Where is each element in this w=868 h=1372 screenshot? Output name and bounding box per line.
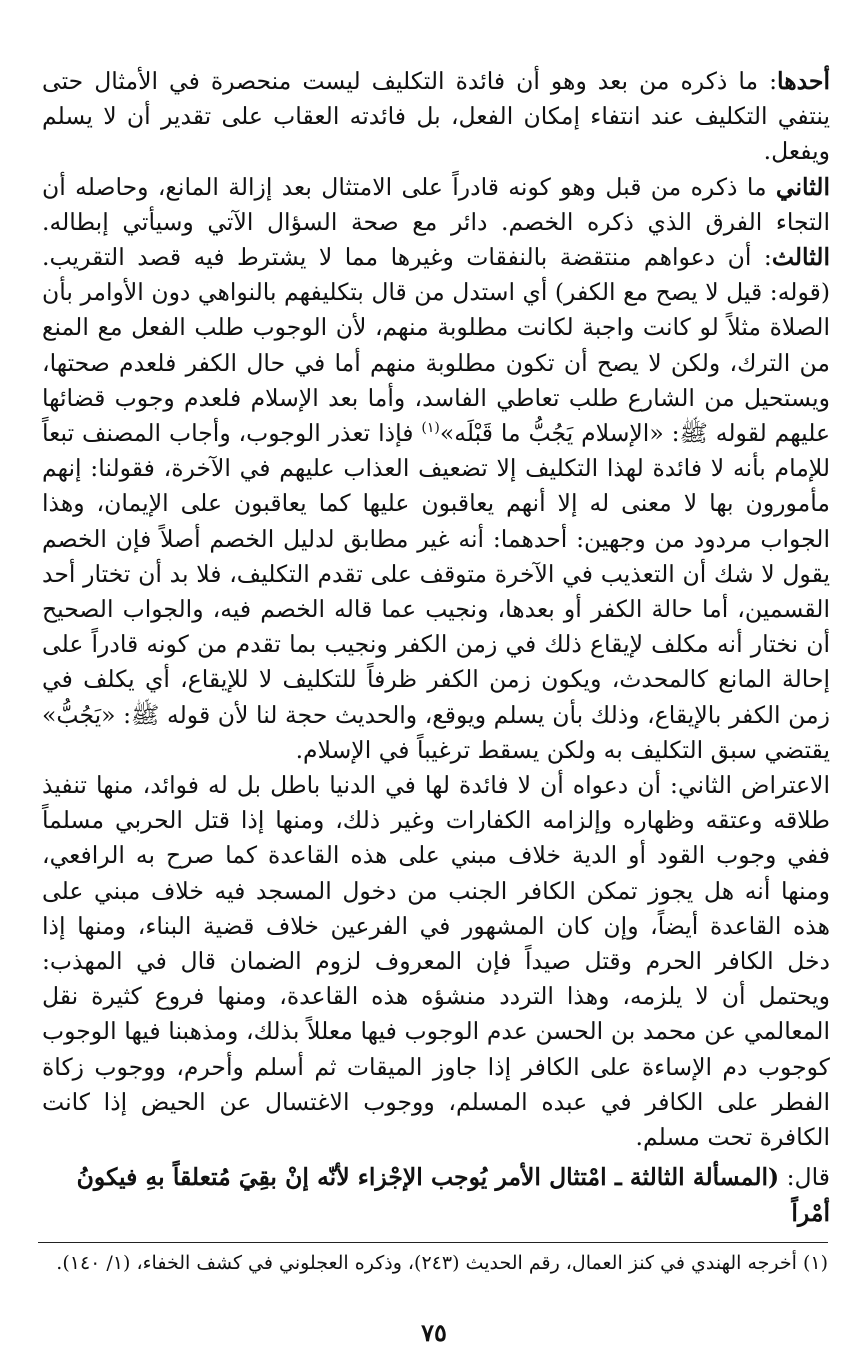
paragraph-objection: [42, 768, 830, 1155]
footnote-divider: [38, 1242, 828, 1243]
lead-third: الثالث: [771, 243, 830, 272]
lead-first: أحدها: [777, 67, 830, 95]
main-text: [42, 64, 830, 1155]
footnote-marker[interactable]: (١): [421, 420, 440, 437]
paragraph-second: [42, 170, 830, 768]
text-first: : ما ذكره من بعد وهو أن فائدة التكليف ليست منحصرة في الأمثال حتى ينتفي التكليف عند انتفاء إمكان الفعل، بل فائدته العقاب على تقدير أن لا يسلم ويفعل.: [42, 67, 830, 166]
footnote: (١) أخرجه الهندي في كنز العمال، رقم الحديث (٢٤٣)، وذكره العجلوني في كشف الخفاء، (١/ ١٤٠).: [56, 1252, 828, 1274]
text-third: : أن دعواهم منتقضة بالنفقات وغيرها مما لا يشترط فيه قصد التقريب. (قوله: قيل لا يصح مع الكفر) أي استدل من قال بتكليفهم بالنواهي دون الأوامر بأن الصلاة مثلاً لو كانت واجبة لكانت مطلوبة منهم، لأن الوجوب طلب الفعل مع المنع من الترك، ولكن لا يصح أن تكون مطلوبة منهم أما في حال الكفر فلعدم صحتها، ويستحيل من الشارع طلب تعاطي الفاسد، وأما بعد الإسلام فلعدم وجوب قضائها عليهم لقوله ﷺ: «الإسلام يَجُبُّ ما قَبْلَه»: [42, 243, 830, 448]
lead-second: الثاني: [775, 172, 830, 201]
text-objection: الاعتراض الثاني: أن دعواه أن لا فائدة لها في الدنيا باطل بل له فوائد، منها تنفيذ طلاقه وعتقه وظهاره وإلزامه الكفارات وغير ذلك، ومنها إذا قتل الحربي مسلماً ففي وجوب القود أو الدية خلاف مبني على هذه القاعدة كما صرح به الرافعي، ومنها أنه هل يجوز تمكن الكافر الجنب من دخول المسجد فيه خلاف مبني على هذه القاعدة أيضاً، وإن كان المشهور في الفرعين خلاف قضية البناء، ومنها إذا دخل الكافر الحرم وقتل صيداً فإن المعروف لزوم الضمان قال في المهذب: ويحتمل أن لا يلزمه، وهذا التردد منشؤه هذه القاعدة، ومنها فروع كثيرة نقل المعالمي عن محمد بن الحسن عدم الوجوب فيها معللاً بذلك، ومذهبنا فيها الوجوب كوجوب دم الإساءة على الكافر إذا جاوز الميقات ثم أسلم وأحرم، ووجوب زكاة الفطر على الكافر في عبده المسلم، ووجوب الاغتسال عن الحيض إذا كانت الكافرة تحت مسلم.: [42, 771, 830, 1152]
text-third-cont: فإذا تعذر الوجوب، وأجاب المصنف تبعاً للإمام بأنه لا فائدة لهذا التكليف إلا تضعيف العذاب عليهم في الآخرة، فقولنا: إنهم مأمورون بها لا معنى له إلا أنهم يعاقبون عليها كما يعاقبون على الإيمان، وهذا الجواب مردود من وجهين: أحدهما: أنه غير مطابق لدليل الخصم أصلاً فإن الخصم يقول لا شك أن التعذيب في الآخرة متوقف على تقدم التكليف، فلا بد أن تختار أحد القسمين، أما حالة الكفر أو بعدها، ونجيب عما قاله الخصم فيه، والجواب الصحيح أن نختار أنه مكلف لإيقاع ذلك في زمن الكفر ونجيب بما تقدم من كونه قادراً على إحالة المانع كالمحدث، ويكون زمن الكفر ظرفاً للتكليف لا للإيقاع، أي يكلف في زمن الكفر بالإيقاع، وذلك بأن يسلم ويوقع، والحديث حجة لنا لأن قوله ﷺ: «يَجُبُّ» يقتضي سبق التكليف به ولكن يسقط ترغيباً في الإسلام.: [42, 419, 830, 764]
quote-bold: (المسألة الثالثة ـ امْتثال الأمر يُوجب الإجْزاء لأنّه إنْ بقِيَ مُتعلقاً بهِ فيكونُ أمْراً: [76, 1163, 830, 1228]
page-number: ٧٥: [421, 1318, 447, 1347]
paragraph-first: [42, 64, 830, 170]
quote-line: [42, 1159, 830, 1231]
quote-prefix: قال:: [779, 1163, 830, 1192]
text-second: ما ذكره من قبل وهو كونه قادراً على الامتثال بعد إزالة المانع، وحاصله أن التجاء الفرق الذي ذكره الخصم. دائر مع صحة السؤال الآتي وسيأتي إبطاله.: [42, 172, 830, 236]
